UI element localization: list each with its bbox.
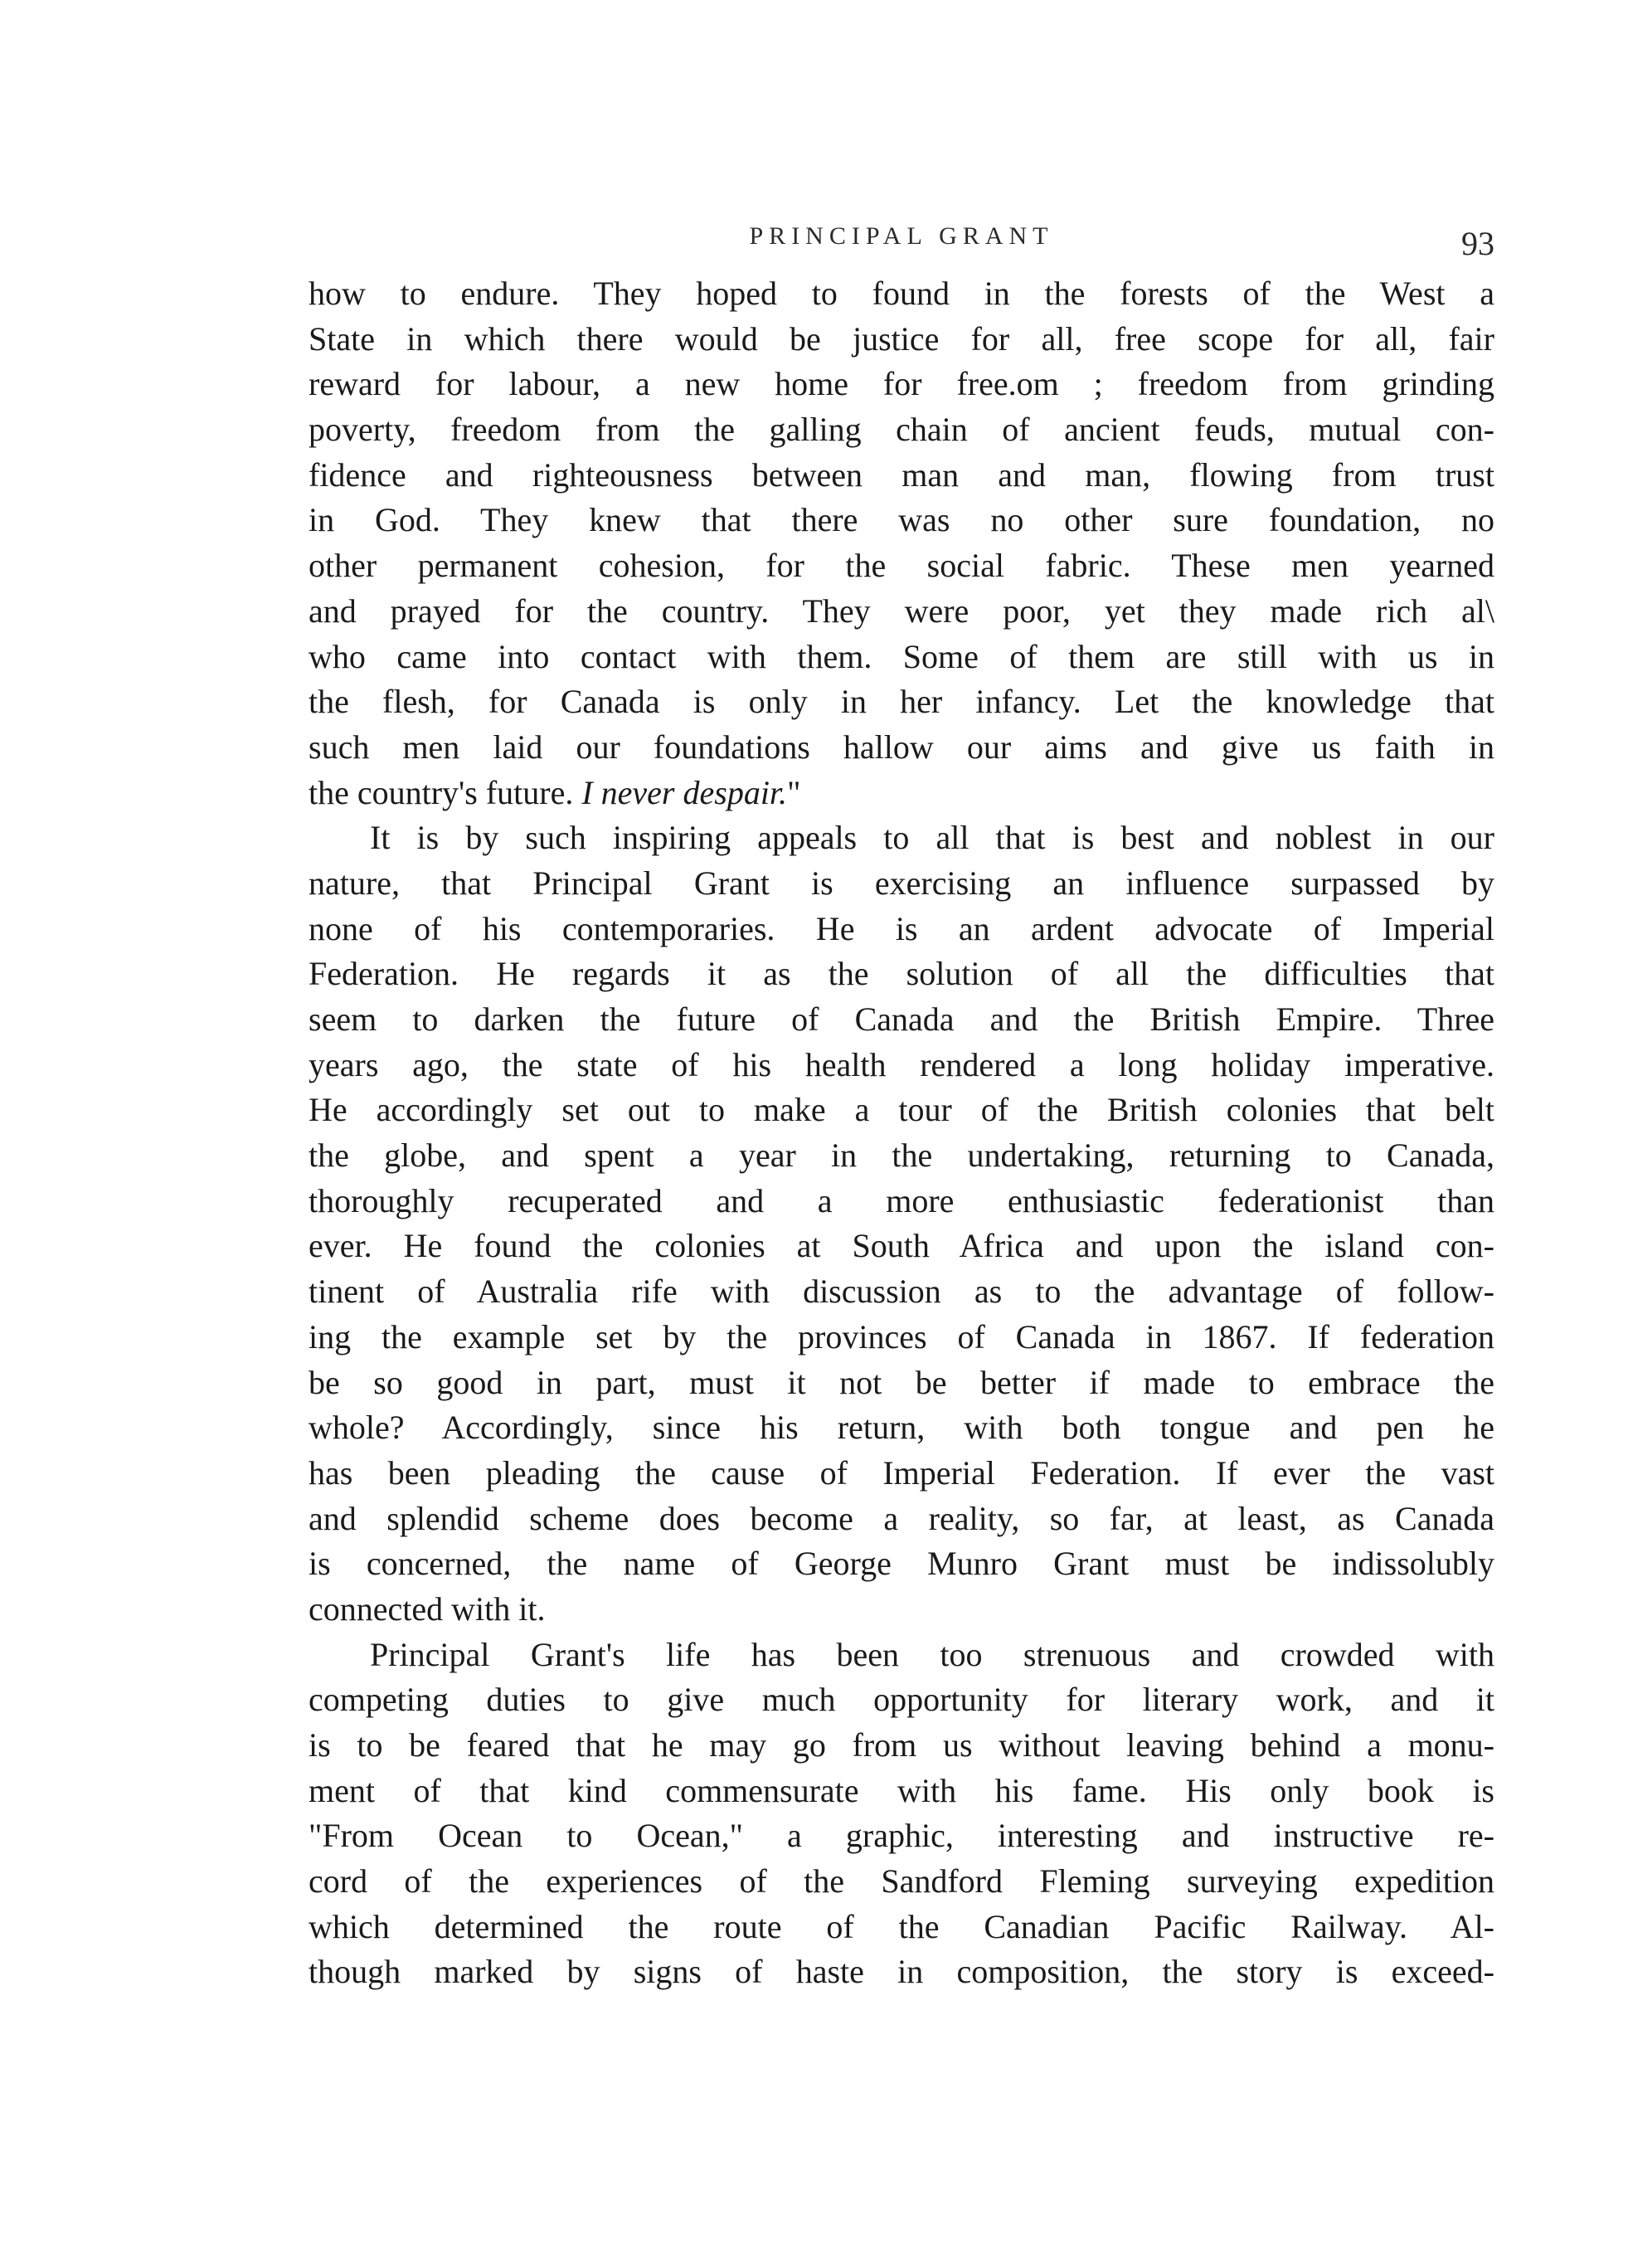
- running-head: [309, 222, 1494, 264]
- text-line: connected with it.: [309, 1589, 546, 1628]
- text-line: Federation. He regards it as the solution of all the difficulties that: [309, 955, 1494, 993]
- text-line: which determined the route of the Canadian Pacific Railway. Al-: [309, 1907, 1494, 1945]
- text-line: and splendid scheme does become a reality, so far, at least, as Canada: [309, 1499, 1494, 1537]
- running-title: PRINCIPAL GRANT: [749, 222, 1054, 250]
- text-line: years ago, the state of his health rendered a long holiday imperative.: [309, 1045, 1494, 1083]
- text-line: how to endure. They hoped to found in the forests of the West a: [309, 275, 1494, 312]
- text-line: Principal Grant's life has been too strenuous and crowded with: [370, 1635, 1494, 1673]
- paragraph: [309, 1633, 1494, 1996]
- text-line: reward for labour, a new home for free.om ; freedom from grinding: [309, 365, 1494, 403]
- text-line: fidence and righteousness between man and man, flowing from trust: [309, 455, 1494, 494]
- text-line: is concerned, the name of George Munro Grant must be indissolubly: [309, 1545, 1494, 1583]
- text-line: has been pleading the cause of Imperial Federation. If ever the vast: [309, 1453, 1494, 1492]
- line-text: the country's future.: [309, 773, 582, 811]
- text-line: though marked by signs of haste in composition, the story is exceed-: [309, 1953, 1494, 1991]
- text-line: whole? Accordingly, since his return, with both tongue and pen he: [309, 1409, 1494, 1447]
- text-line: be so good in part, must it not be better if made to embrace the: [309, 1363, 1494, 1401]
- text-line: and prayed for the country. They were poor, yet they made rich al\: [309, 591, 1494, 630]
- page-number: 93: [1461, 225, 1494, 262]
- text-line: tinent of Australia rife with discussion as to the advantage of follow-: [309, 1273, 1494, 1311]
- text-line: in God. They knew that there was no other sure foundation, no: [309, 501, 1494, 539]
- emphasized-quote: I never despair.: [581, 773, 788, 811]
- text-line: It is by such inspiring appeals to all that is best and noblest in our: [370, 819, 1494, 857]
- text-line: "From Ocean to Ocean," a graphic, interesting and instructive re-: [309, 1817, 1494, 1855]
- closing-quote-mark: ": [787, 773, 801, 811]
- text-line: is to be feared that he may go from us without leaving behind a monu-: [309, 1726, 1494, 1764]
- text-line: competing duties to give much opportunity for literary work, and it: [309, 1681, 1494, 1719]
- text-line: the globe, and spent a year in the undertaking, returning to Canada,: [309, 1136, 1494, 1175]
- text-line: ment of that kind commensurate with his fame. His only book is: [309, 1771, 1494, 1809]
- text-line: State in which there would be justice for all, free scope for all, fair: [309, 319, 1494, 358]
- text-line: other permanent cohesion, for the social fabric. These men yearned: [309, 547, 1494, 585]
- text-line: none of his contemporaries. He is an ardent advocate of Imperial: [309, 909, 1494, 947]
- text-line: He accordingly set out to make a tour of the British colonies that belt: [309, 1091, 1494, 1129]
- text-line: thoroughly recuperated and a more enthusiastic federationist than: [309, 1181, 1494, 1219]
- text-line: cord of the experiences of the Sandford Fleming surveying expedition: [309, 1862, 1494, 1901]
- text-line: who came into contact with them. Some of them are still with us in: [309, 637, 1494, 675]
- text-line: such men laid our foundations hallow our aims and give us faith in: [309, 728, 1494, 766]
- text-line: the flesh, for Canada is only in her infancy. Let the knowledge that: [309, 683, 1494, 721]
- paragraph: [309, 815, 1494, 1632]
- text-line: poverty, freedom from the galling chain of ancient feuds, mutual con-: [309, 411, 1494, 449]
- body-text: [309, 271, 1494, 1995]
- text-line: seem to darken the future of Canada and the British Empire. Three: [309, 1000, 1494, 1038]
- paragraph: [309, 271, 1494, 815]
- text-line: ing the example set by the provinces of Canada in 1867. If federation: [309, 1317, 1494, 1355]
- text-line: ever. He found the colonies at South Africa and upon the island con-: [309, 1227, 1494, 1265]
- text-line: [309, 771, 1494, 816]
- text-line: nature, that Principal Grant is exercising an influence surpassed by: [309, 864, 1494, 902]
